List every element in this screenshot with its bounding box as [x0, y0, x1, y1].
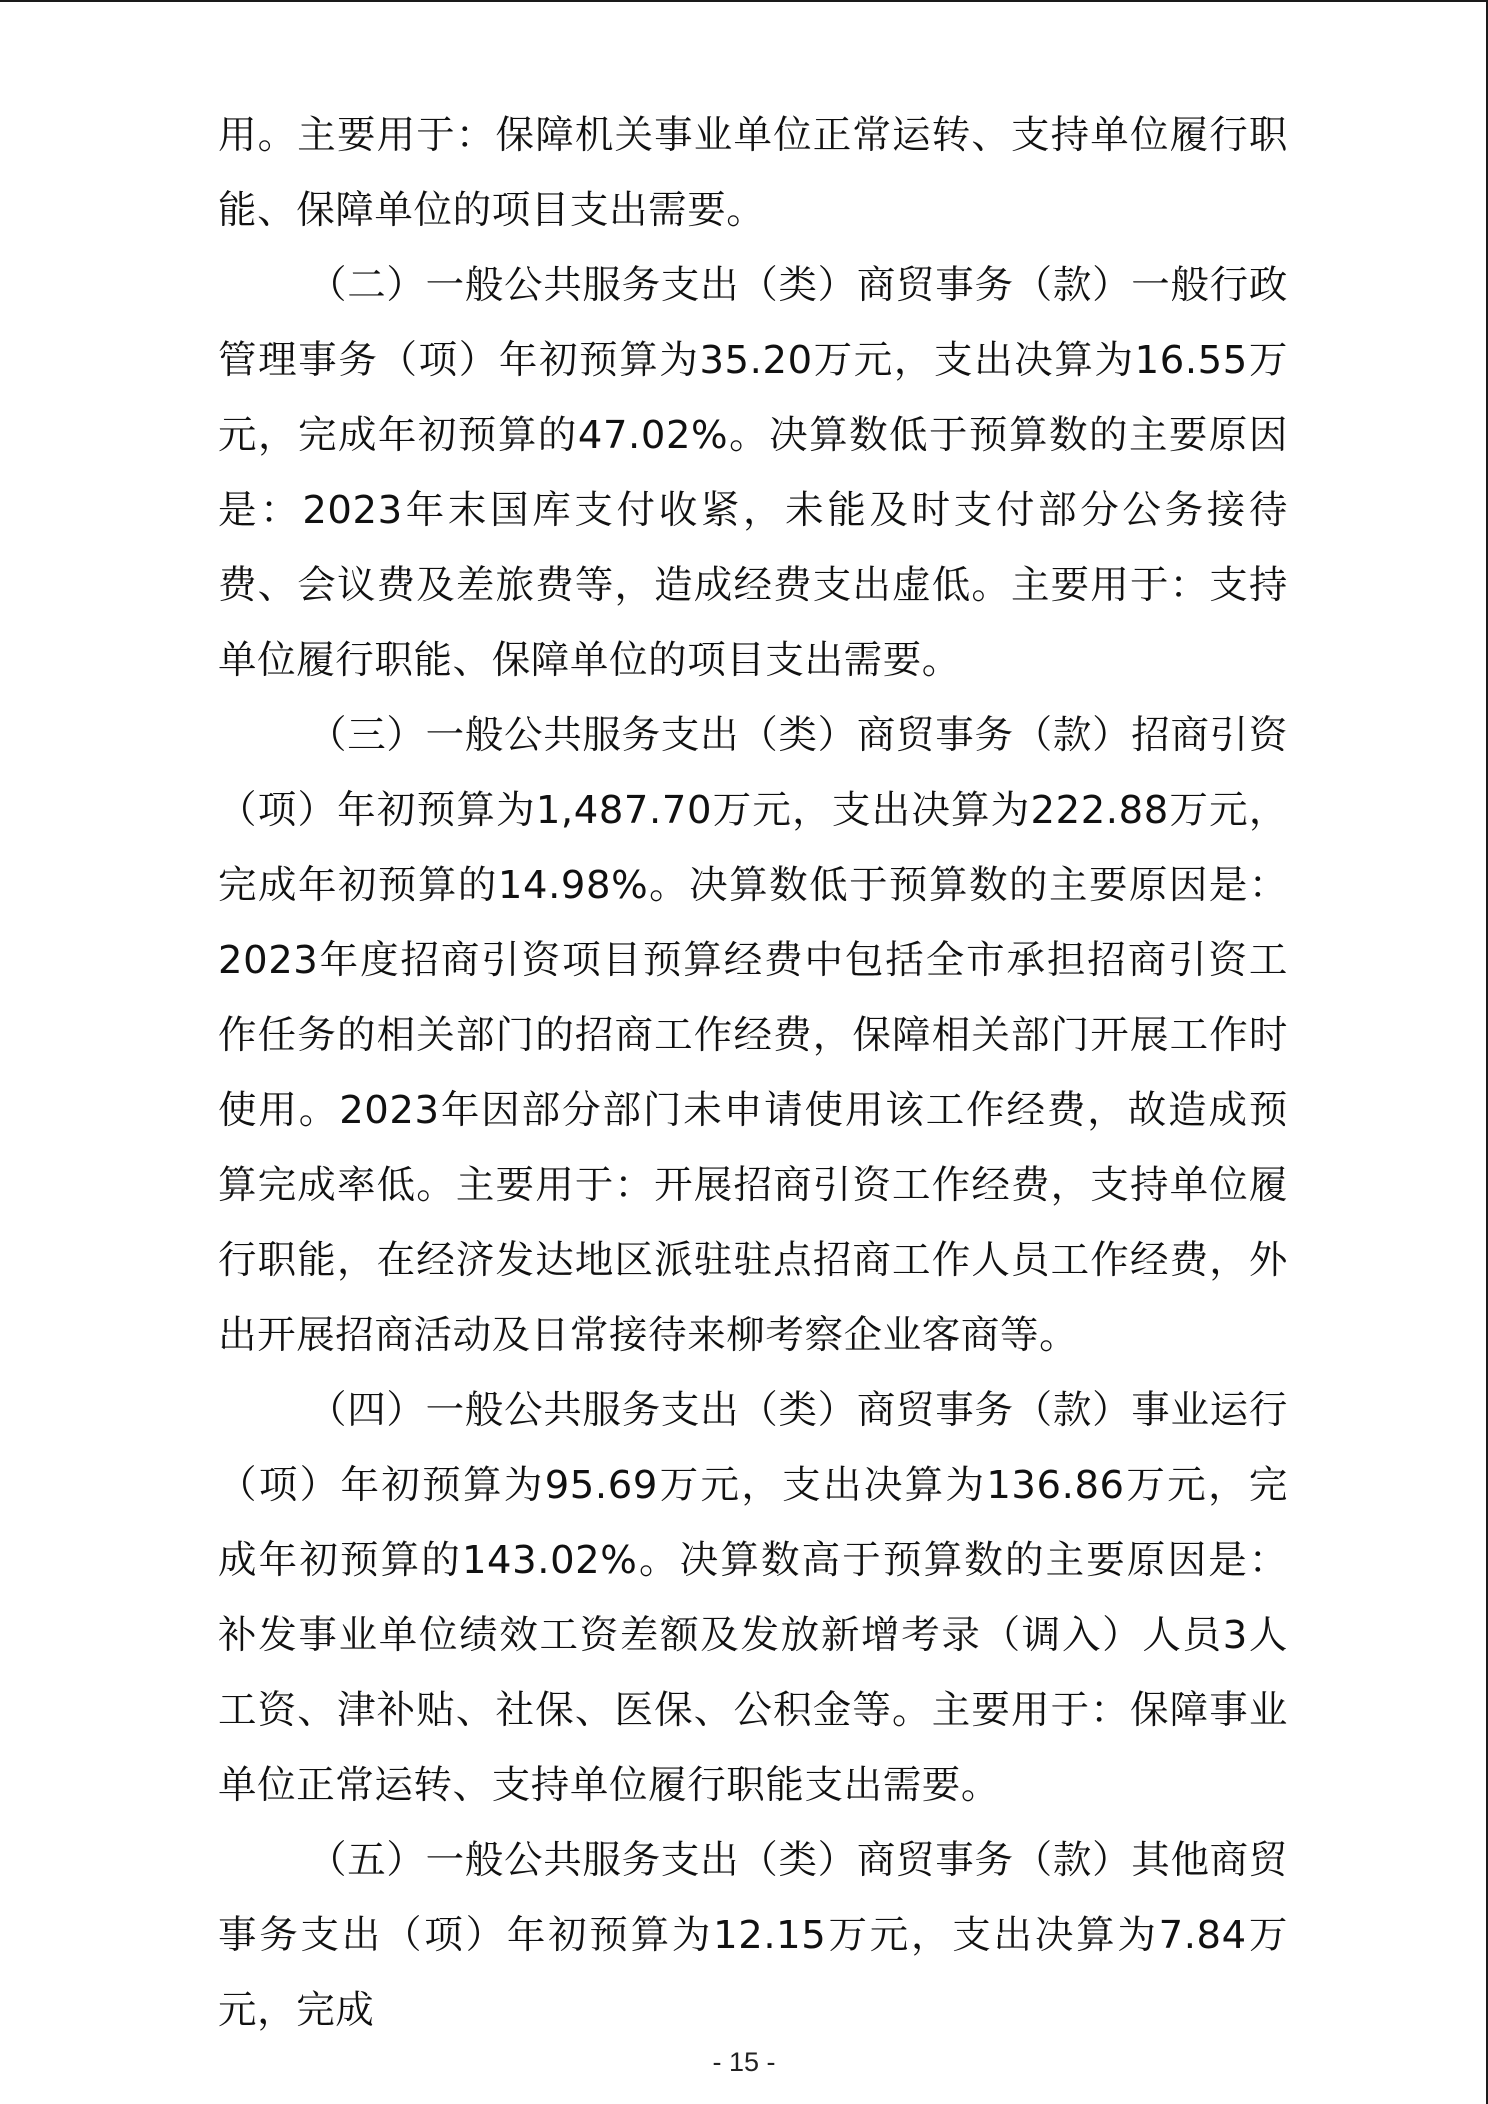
paragraph-item-5: （五）一般公共服务支出（类）商贸事务（款）其他商贸事务支出（项）年初预算为12.15万元，支出决算为7.84万元，完成 [218, 1838, 1288, 2033]
page-top-border [0, 0, 1488, 2]
paragraph-item-2: （二）一般公共服务支出（类）商贸事务（款）一般行政管理事务（项）年初预算为35.20万元，支出决算为16.55万元，完成年初预算的47.02%。决算数低于预算数的主要原因是：2023年末国库支付收紧，未能及时支付部分公务接待费、会议费及差旅费等，造成经费支出虚低。主要用于：支持单位履行职能、保障单位的项目支出需要。 [218, 263, 1288, 683]
paragraph-item-4: （四）一般公共服务支出（类）商贸事务（款）事业运行（项）年初预算为95.69万元，支出决算为136.86万元，完成年初预算的143.02%。决算数高于预算数的主要原因是：补发事业单位绩效工资差额及发放新增考录（调入）人员3人工资、津补贴、社保、医保、公积金等。主要用于：保障事业单位正常运转、支持单位履行职能支出需要。 [218, 1388, 1288, 1808]
page-number: - 15 - [712, 2047, 776, 2077]
document-body [218, 98, 1288, 2048]
paragraph-continuation: 用。主要用于：保障机关事业单位正常运转、支持单位履行职能、保障单位的项目支出需要。 [218, 113, 1288, 233]
paragraph-item-3: （三）一般公共服务支出（类）商贸事务（款）招商引资（项）年初预算为1,487.70万元，支出决算为222.88万元，完成年初预算的14.98%。决算数低于预算数的主要原因是：2023年度招商引资项目预算经费中包括全市承担招商引资工作任务的相关部门的招商工作经费，保障相关部门开展工作时使用。2023年因部分部门未申请使用该工作经费，故造成预算完成率低。主要用于：开展招商引资工作经费，支持单位履行职能，在经济发达地区派驻驻点招商工作人员工作经费，外出开展招商活动及日常接待来柳考察企业客商等。 [218, 713, 1288, 1358]
